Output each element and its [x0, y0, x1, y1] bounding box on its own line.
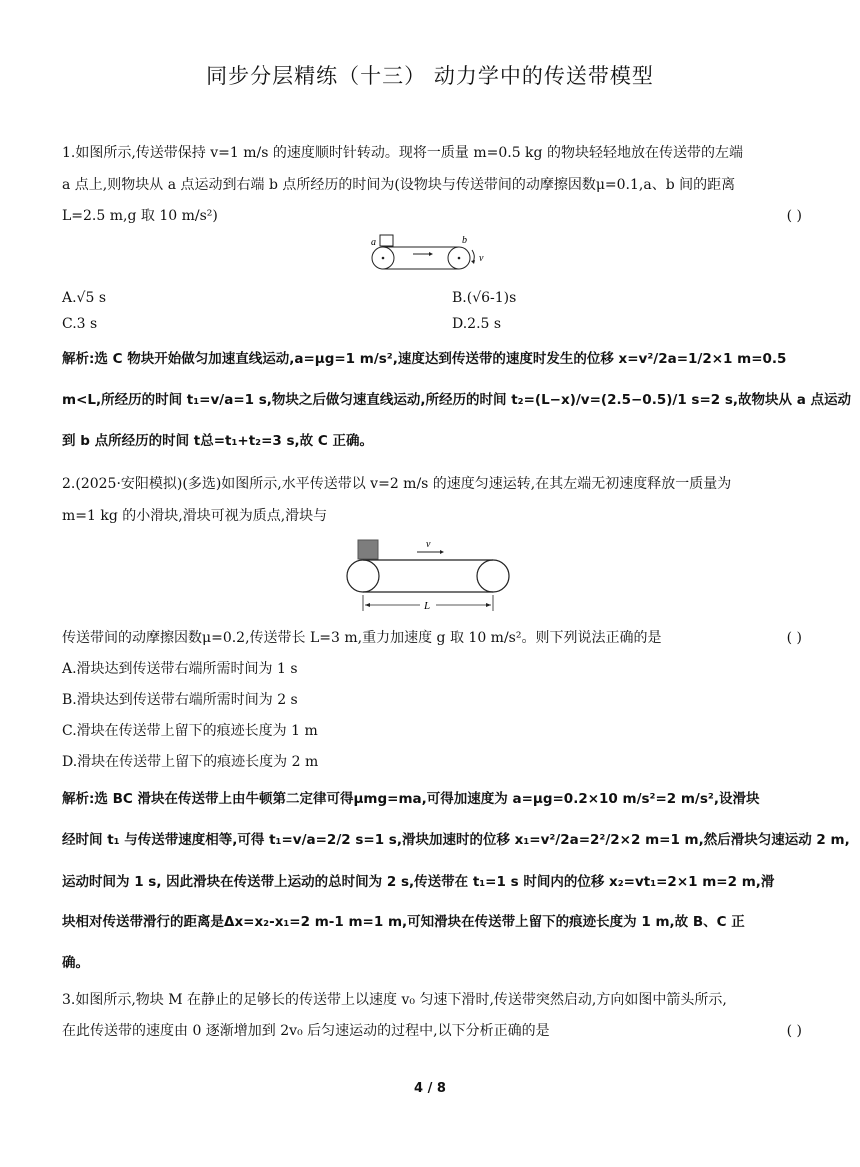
q1-stem-line2: a 点上,则物块从 a 点运动到右端 b 点所经历的时间为(设物块与传送带间的动摩擦因数μ=0.1,a、b 间的距离 [62, 177, 736, 193]
q2-solution-line3: 运动时间为 1 s, 因此滑块在传送带上运动的总时间为 2 s,传送带在 t₁=1 s 时间内的位移 x₂=vt₁=2×1 m=2 m,滑 [62, 874, 775, 890]
q3-stem-line1: 3.如图所示,物块 M 在静止的足够长的传送带上以速度 v₀ 匀速下滑时,传送带突然启动,方向如图中箭头所示, [62, 992, 727, 1008]
q1-label-v: v [479, 253, 484, 264]
q1-solution-line3: 到 b 点所经历的时间 t总=t₁+t₂=3 s,故 C 正确。 [62, 433, 373, 449]
q3-stem-line2 [62, 1021, 802, 1041]
q3-answer-bracket: ( ) [786, 1023, 802, 1039]
q2-stem-line2: m=1 kg 的小滑块,滑块可视为质点,滑块与 [62, 508, 328, 524]
page-title: 同步分层精练（十三） 动力学中的传送带模型 [206, 64, 654, 88]
q2-solution-line1: 解析:选 BC 滑块在传送带上由牛顿第二定律可得μmg=ma,可得加速度为 a=μg=0.2×10 m/s²=2 m/s²,设滑块 [62, 791, 760, 807]
q1-solution-line2: m<L,所经历的时间 t₁=v/a=1 s,物块之后做匀速直线运动,所经历的时间 t₂=(L−x)/v=(2.5−0.5)/1 s=2 s,故物块从 a 点运动 [62, 392, 852, 408]
q2-stem-line1: 2.(2025·安阳模拟)(多选)如图所示,水平传送带以 v=2 m/s 的速度匀速运转,在其左端无初速度释放一质量为 [62, 476, 732, 492]
q1-block [380, 235, 393, 246]
q1-answer-bracket: ( ) [786, 208, 802, 224]
q1-option-a: A.√5 s [62, 290, 107, 306]
q1-solution-line1: 解析:选 C 物块开始做匀加速直线运动,a=μg=1 m/s²,速度达到传送带的速度时发生的位移 x=v²/2a=1/2×1 m=0.5 [62, 351, 787, 367]
q1-option-c: C.3 s [62, 316, 98, 332]
q2-left-pulley [347, 560, 379, 592]
q2-stem-text: 传送带间的动摩擦因数μ=0.2,传送带长 L=3 m,重力加速度 g 取 10 m/s²。则下列说法正确的是 [62, 630, 662, 646]
q2-option-a: A.滑块达到传送带右端所需时间为 1 s [62, 661, 298, 677]
q2-option-d: D.滑块在传送带上留下的痕迹长度为 2 m [62, 754, 319, 770]
q1-stem-line1: 1.如图所示,传送带保持 v=1 m/s 的速度顺时针转动。现将一质量 m=0.5 kg 的物块轻轻地放在传送带的左端 [62, 145, 743, 161]
q1-label-a: a [371, 237, 376, 248]
q2-solution-line5: 确。 [62, 955, 89, 971]
page-number: 4 / 8 [414, 1081, 446, 1096]
q1-option-b: B.(√6-1)s [452, 290, 517, 306]
q1-option-d: D.2.5 s [452, 316, 502, 332]
q1-label-b: b [462, 235, 467, 246]
q2-label-L: L [424, 600, 431, 612]
q1-rotation-arrow [472, 250, 474, 262]
q2-option-b: B.滑块达到传送带右端所需时间为 2 s [62, 692, 298, 708]
q2-answer-bracket: ( ) [786, 630, 802, 646]
q2-label-v: v [426, 539, 431, 550]
q2-solution-line2: 经时间 t₁ 与传送带速度相等,可得 t₁=v/a=2/2 s=1 s,滑块加速时的位移 x₁=v²/2a=2²/2×2 m=1 m,然后滑块匀速运动 2 m, [62, 832, 850, 848]
q1-conveyor-figure [365, 232, 495, 276]
q1-stem-line3 [62, 206, 802, 226]
q2-solution-line4: 块相对传送带滑行的距离是Δx=x₂-x₁=2 m-1 m=1 m,可知滑块在传送带上留下的痕迹长度为 1 m,故 B、C 正 [62, 914, 745, 930]
q1-stem-text: L=2.5 m,g 取 10 m/s²) [62, 208, 218, 224]
q3-stem-text: 在此传送带的速度由 0 逐渐增加到 2v₀ 后匀速运动的过程中,以下分析正确的是 [62, 1023, 550, 1039]
q2-option-c: C.滑块在传送带上留下的痕迹长度为 1 m [62, 723, 318, 739]
q2-right-pulley [477, 560, 509, 592]
q2-block [358, 540, 378, 559]
q2-conveyor-figure [345, 535, 515, 617]
q2-stem-line3 [62, 628, 802, 648]
